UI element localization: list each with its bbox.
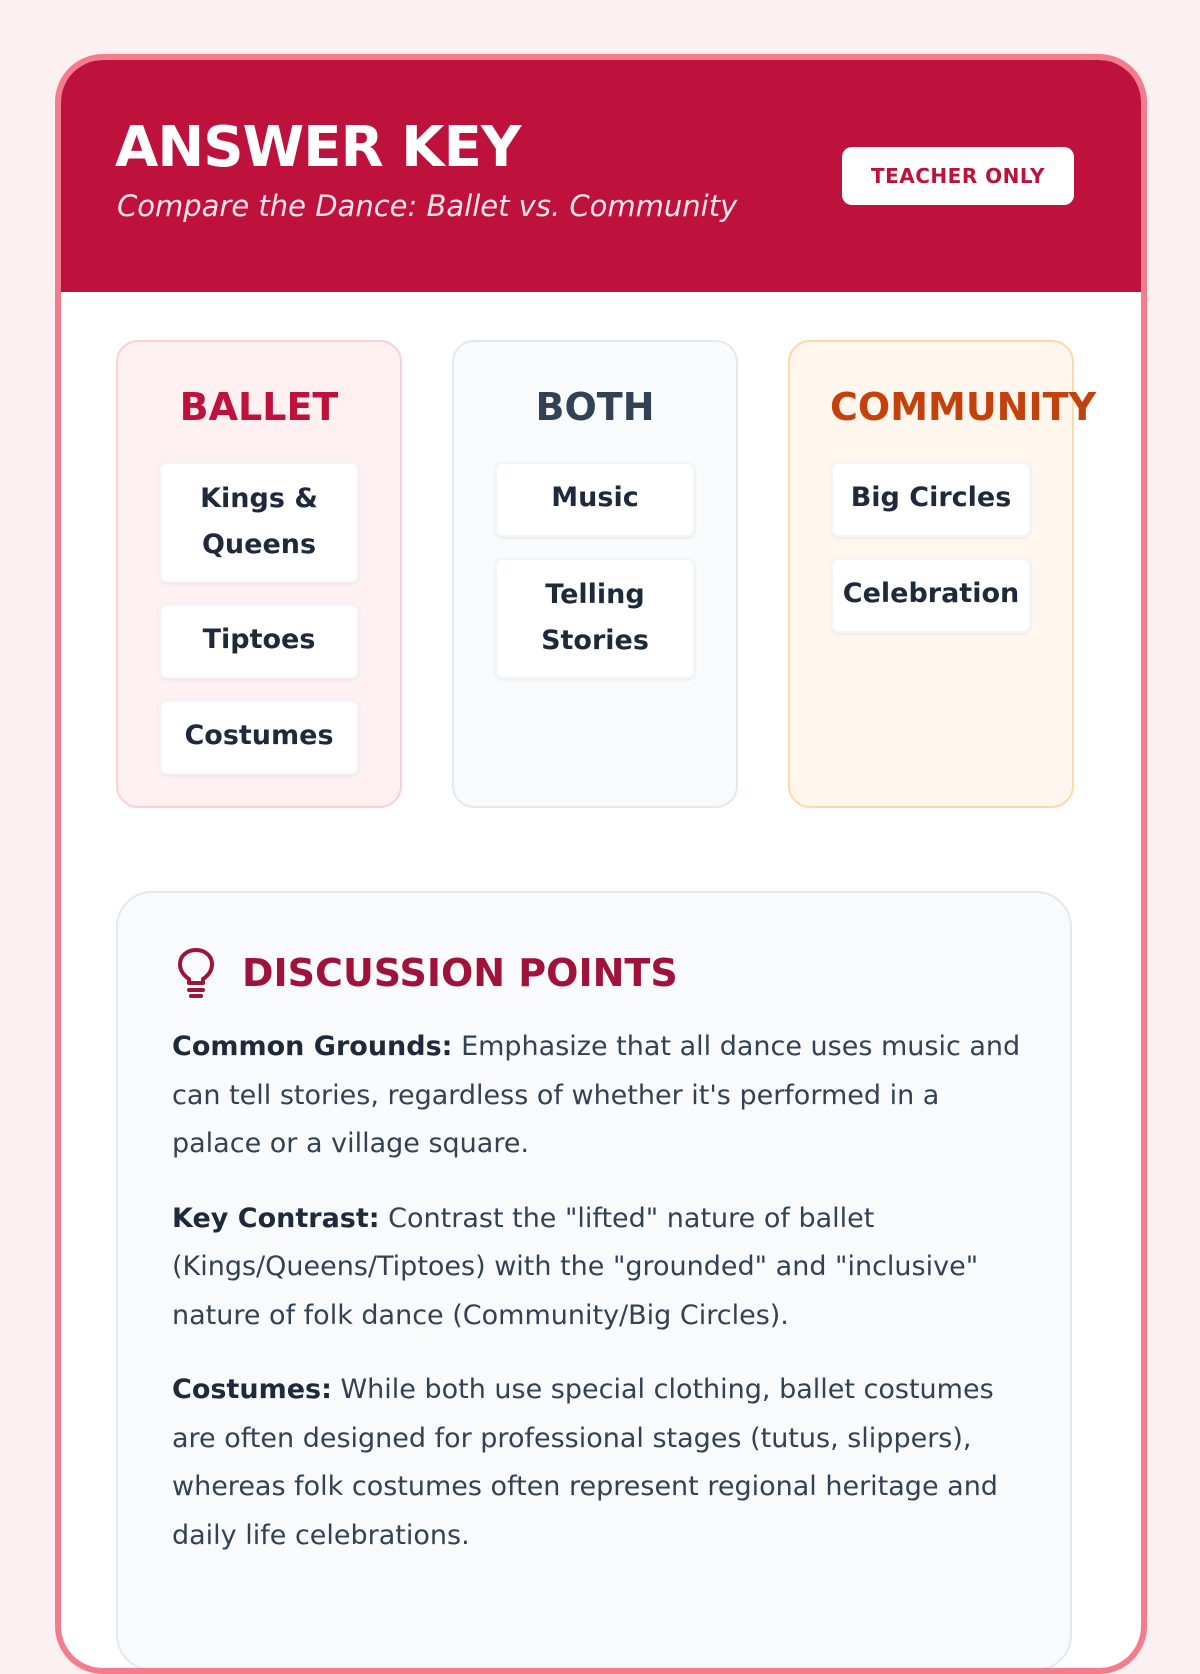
answer-key-card	[55, 54, 1147, 1674]
column-title-both: BOTH	[535, 385, 655, 429]
discussion-point	[172, 1366, 1032, 1560]
item-card: Big Circles	[831, 462, 1031, 537]
point-label: Costumes:	[172, 1374, 332, 1405]
ballet-items	[159, 462, 359, 796]
discussion-title: DISCUSSION POINTS	[242, 951, 678, 995]
community-column	[788, 340, 1097, 808]
lightbulb-icon	[176, 947, 216, 999]
item-card: Costumes	[159, 700, 359, 775]
discussion-panel	[116, 891, 1072, 1671]
item-card: Telling Stories	[495, 558, 695, 679]
item-card: Kings & Queens	[159, 462, 359, 583]
point-label: Common Grounds:	[172, 1031, 453, 1062]
point-text: Emphasize that all dance uses music and can tell stories, regardless of whether it's performed in a palace or a village square.	[172, 1031, 1021, 1159]
discussion-point	[172, 1023, 1032, 1169]
teacher-only-badge: TEACHER ONLY	[842, 147, 1074, 205]
item-card: Tiptoes	[159, 604, 359, 679]
column-title-ballet: BALLET	[179, 385, 339, 429]
point-text: While both use special clothing, ballet costumes are often designed for professional stages (tutus, slippers), whereas folk costumes often represent regional heritage and daily life celebrations.	[172, 1374, 998, 1551]
discussion-header	[176, 947, 678, 999]
page-title: ANSWER KEY	[115, 115, 521, 180]
item-card: Celebration	[831, 558, 1031, 633]
ballet-column	[116, 340, 402, 808]
point-label: Key Contrast:	[172, 1202, 380, 1234]
point-text: Contrast the "lifted" nature of ballet (Kings/Queens/Tiptoes) with the "grounded" and "inclusive" nature of folk dance (Community/Big Circles).	[172, 1202, 979, 1331]
header	[61, 60, 1141, 292]
page-subtitle: Compare the Dance: Ballet vs. Community	[117, 189, 738, 223]
both-column	[452, 340, 738, 808]
both-items	[495, 462, 695, 700]
discussion-points	[172, 1023, 1032, 1586]
discussion-point	[172, 1195, 1032, 1341]
community-items	[831, 462, 1031, 654]
column-title-community: COMMUNITY	[830, 385, 1097, 429]
item-card: Music	[495, 462, 695, 537]
